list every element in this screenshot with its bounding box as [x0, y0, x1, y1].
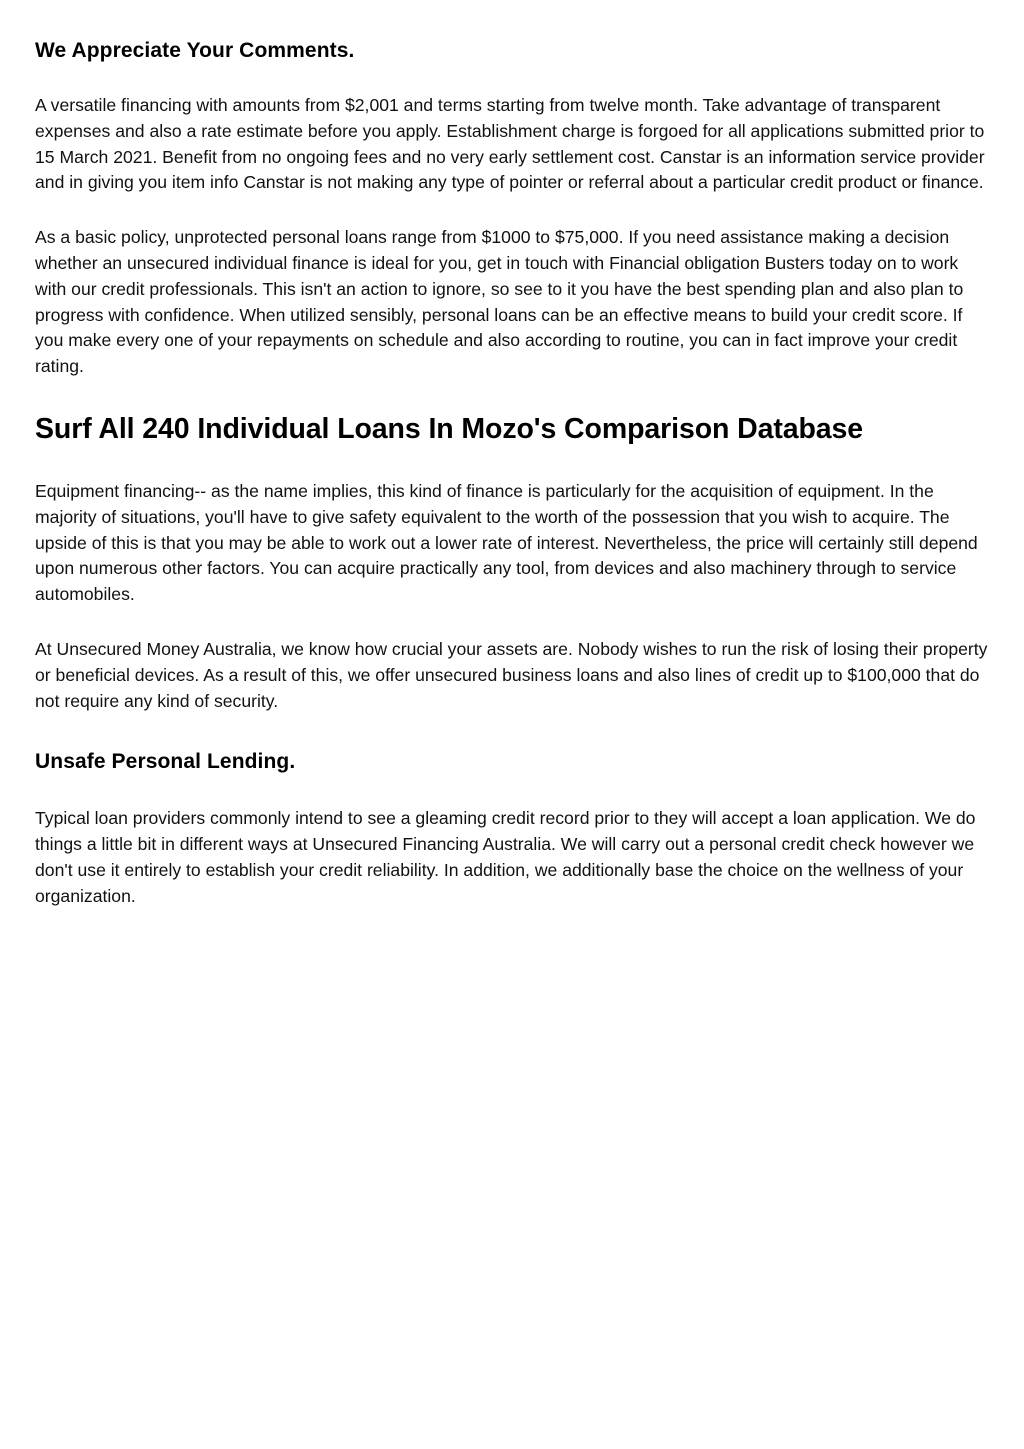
paragraph-typical-lenders: Typical loan providers commonly intend to see a gleaming credit record prior to they will accept a loan application. We do things a little bit in different ways at Unsecured Financing Australia. We will carry out a personal credit check however we don't use it entirely to establish your credit reliability. In addition, we additionally base the choice on the wellness of your organization.	[35, 808, 976, 906]
section-heading-comparison-database: Surf All 240 Individual Loans In Mozo's Comparison Database	[35, 412, 864, 445]
section-heading-unsafe-lending: Unsafe Personal Lending.	[35, 750, 296, 774]
paragraph-versatile-financing: A versatile financing with amounts from $2,001 and terms starting from twelve month. Take advantage of transparent expenses and also a rate estimate before you apply. Establishment charge is forgoed for all applications submitted prior to 15 March 2021. Benefit from no ongoing fees and no very early settlement cost. Canstar is an information service provider and in giving you item info Canstar is not making any type of pointer or referral about a particular credit product or finance.	[35, 95, 985, 193]
paragraph-equipment-financing: Equipment financing-- as the name implies, this kind of finance is particularly for the acquisition of equipment. In the majority of situations, you'll have to give safety equivalent to the worth of the possession that you wish to acquire. The upside of this is that you may be able to work out a lower rate of interest. Nevertheless, the price will certainly still depend upon numerous other factors. You can acquire practically any tool, from devices and also machinery through to service automobiles.	[35, 480, 978, 605]
paragraph-unprotected-loans: As a basic policy, unprotected personal loans range from $1000 to $75,000. If you need assistance making a decision whether an unsecured individual finance is ideal for you, get in touch with Financial obligation Busters today on to work with our credit professionals. This isn't an action to ignore, so see to it you have the best spending plan and also plan to progress with confidence. When utilized sensibly, personal loans can be an effective means to build your credit score. If you make every one of your repayments on schedule and also according to routine, you can in fact improve your credit rating.	[35, 227, 964, 377]
section-heading-comments: We Appreciate Your Comments.	[35, 39, 355, 62]
paragraph-unsecured-money: At Unsecured Money Australia, we know how crucial your assets are. Nobody wishes to run the risk of losing their property or beneficial devices. As a result of this, we offer unsecured business loans and also lines of credit up to $100,000 that do not require any kind of security.	[35, 638, 988, 711]
